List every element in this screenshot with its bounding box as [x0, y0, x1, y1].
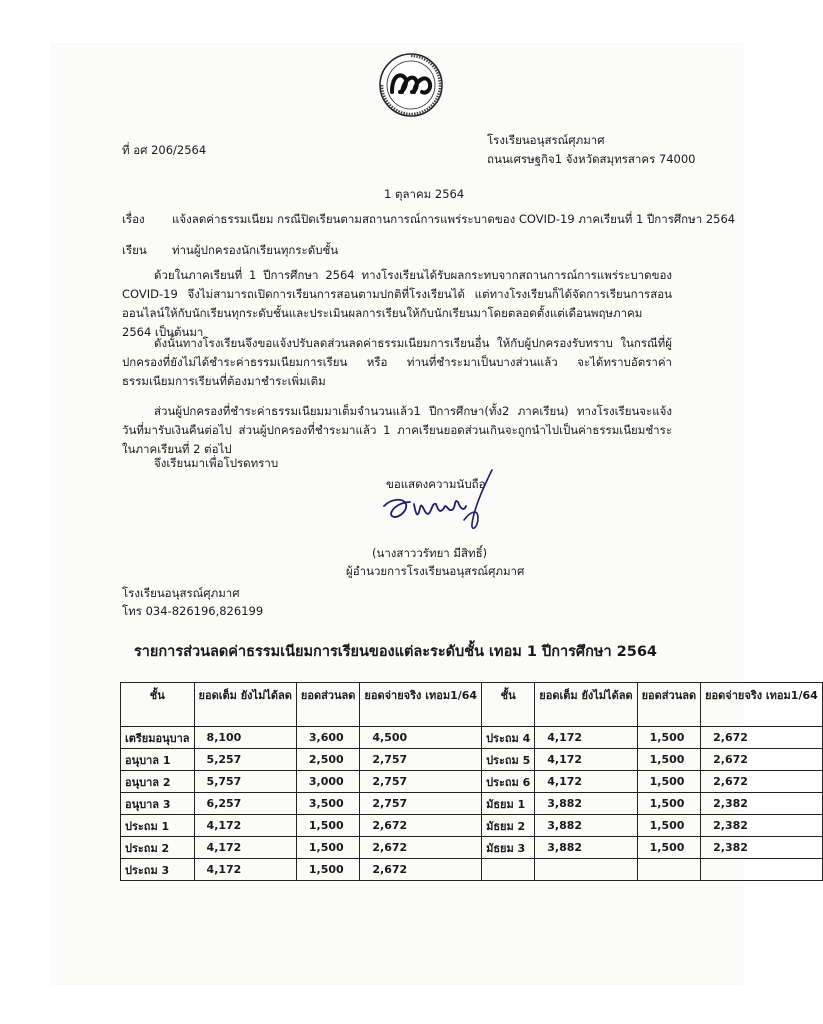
handwritten-signature [374, 468, 504, 548]
table-cell-amount: 4,172 [194, 815, 296, 837]
recipient-text: ท่านผู้ปกครองนักเรียนทุกระดับชั้น [172, 243, 339, 257]
table-cell-amount: 4,172 [194, 837, 296, 859]
table-cell-level: อนุบาล 2 [121, 771, 195, 793]
table-cell-amount: 4,172 [535, 749, 637, 771]
table-cell-level: อนุบาล 3 [121, 793, 195, 815]
school-seal-logo [378, 52, 444, 118]
table-cell-amount: 6,257 [194, 793, 296, 815]
table-cell-level: มัธยม 3 [482, 837, 535, 859]
table-cell-amount: 2,757 [360, 749, 482, 771]
body-paragraph-2-text: ดังนั้นทางโรงเรียนจึงขอแจ้งปรับลดส่วนลดค่าธรรมเนียมการเรียนอื่น ให้กับผู้ปกครองรับทราบ ในกรณีที่ผู้ปกครองที่ยังไม่ได้ชำระค่าธรรมเนียมการเรียน หรือ ท่านที่ชำระมาเป็นบางส่วนแล้ว จะได้ทราบอัตราค่าธรรมเนียมการเรียนที่ต้องมาชำระเพิ่มเติม [122, 336, 672, 388]
table-header-cell: ยอดจ่ายจริง เทอม1/64 [360, 683, 482, 727]
table-header-row [121, 683, 823, 727]
table-cell-level: ประถม 5 [482, 749, 535, 771]
table-cell-level: อนุบาล 1 [121, 749, 195, 771]
table-row [121, 815, 823, 837]
table-cell-amount: 1,500 [637, 793, 701, 815]
table-cell-amount: 5,757 [194, 771, 296, 793]
regards-text: ขอแสดงความนับถือ [386, 477, 486, 491]
reference-number: ที่ อศ 206/2564 [122, 143, 207, 157]
table-cell-amount: 5,257 [194, 749, 296, 771]
letter-date: 1 ตุลาคม 2564 [384, 187, 465, 201]
table-cell-amount: 8,100 [194, 727, 296, 749]
table-row [121, 727, 823, 749]
table-cell-amount: 4,172 [535, 771, 637, 793]
recipient-label: เรียน [122, 243, 147, 257]
table-header-cell: ยอดเต็ม ยังไม่ได้ลด [194, 683, 296, 727]
closing-line: จึงเรียนมาเพื่อโปรดทราบ [154, 456, 279, 470]
body-paragraph-1 [122, 266, 672, 342]
table-cell-amount: 3,882 [535, 837, 637, 859]
footer-phone: โทร 034-826196,826199 [122, 604, 264, 618]
table-cell-amount: 1,500 [637, 815, 701, 837]
table-header-cell: ยอดจ่ายจริง เทอม1/64 [701, 683, 823, 727]
table-cell-amount: 3,500 [296, 793, 360, 815]
table-row [121, 837, 823, 859]
table-header-cell: ชั้น [482, 683, 535, 727]
table-cell-amount: 1,500 [296, 815, 360, 837]
table-cell-amount: 1,500 [637, 837, 701, 859]
table-cell-amount: 4,172 [535, 727, 637, 749]
table-cell-amount: 2,672 [360, 859, 482, 881]
table-header-cell: ยอดเต็ม ยังไม่ได้ลด [535, 683, 637, 727]
table-cell-amount: 2,672 [701, 771, 823, 793]
table-cell-level: เตรียมอนุบาล [121, 727, 195, 749]
table-cell-amount: 2,382 [701, 837, 823, 859]
table-cell-amount: 2,500 [296, 749, 360, 771]
table-cell-amount: 2,757 [360, 771, 482, 793]
table-cell-level: มัธยม 2 [482, 815, 535, 837]
table-cell-amount: 2,382 [701, 793, 823, 815]
table-row [121, 749, 823, 771]
table-cell-level: ประถม 4 [482, 727, 535, 749]
subject-text: แจ้งลดค่าธรรมเนียม กรณีปิดเรียนตามสถานการณ์การแพร่ระบาดของ COVID-19 ภาคเรียนที่ 1 ปีการศึกษา 2564 [172, 212, 736, 226]
school-name-header: โรงเรียนอนุสรณ์ศุภมาศ [487, 133, 605, 147]
table-header-cell: ยอดส่วนลด [296, 683, 360, 727]
table-cell-amount: 1,500 [637, 727, 701, 749]
table-cell-amount: 1,500 [637, 771, 701, 793]
table-cell-amount: 3,882 [535, 793, 637, 815]
table-cell-amount: 4,172 [194, 859, 296, 881]
table-cell-level: ประถม 1 [121, 815, 195, 837]
table-cell-amount: 2,672 [701, 749, 823, 771]
table-cell-amount: 2,757 [360, 793, 482, 815]
table-cell-amount: 1,500 [296, 837, 360, 859]
table-cell-amount: 3,000 [296, 771, 360, 793]
table-cell-amount: 2,672 [701, 727, 823, 749]
table-cell-amount [637, 859, 701, 881]
body-paragraph-2 [122, 334, 672, 391]
table-title: รายการส่วนลดค่าธรรมเนียมการเรียนของแต่ละระดับชั้น เทอม 1 ปีการศึกษา 2564 [133, 644, 658, 660]
school-address: ถนนเศรษฐกิจ1 จังหวัดสมุทรสาคร 74000 [487, 152, 696, 166]
table-header-cell: ชั้น [121, 683, 195, 727]
table-row [121, 793, 823, 815]
table-cell-amount: 3,882 [535, 815, 637, 837]
body-paragraph-1-text: ด้วยในภาคเรียนที่ 1 ปีการศึกษา 2564 ทางโรงเรียนได้รับผลกระทบจากสถานการณ์การแพร่ระบาดของ COVID-19 จึงไม่สามารถเปิดการเรียนการสอนตามปกติที่โรงเรียนได้ แต่ทางโรงเรียนก็ได้จัดการเรียนการสอนออนไลน์ให้กับนักเรียนทุกระดับชั้นและประเมินผลการเรียนให้กับนักเรียนมาโดยตลอดตั้งแต่เดือนพฤษภาคม 2564 เป็นต้นมา [122, 268, 672, 339]
table-cell-level: ประถม 3 [121, 859, 195, 881]
table-header-cell: ยอดส่วนลด [637, 683, 701, 727]
signer-title: ผู้อำนวยการโรงเรียนอนุสรณ์ศุภมาศ [346, 564, 525, 578]
body-paragraph-3-text: ส่วนผู้ปกครองที่ชำระค่าธรรมเนียมมาเต็มจำนวนแล้ว1 ปีการศึกษา(ทั้ง2 ภาคเรียน) ทางโรงเรียนจะแจ้งวันที่มารับเงินคืนต่อไป ส่วนผู้ปกครองที่ชำระมาแล้ว 1 ภาคเรียนยอดส่วนเกินจะถูกนำไปเป็นค่าธรรมเนียมชำระในภาคเรียนที่ 2 ต่อไป [122, 404, 672, 456]
table-cell-amount: 1,500 [637, 749, 701, 771]
table-cell-amount [535, 859, 637, 881]
footer-school-name: โรงเรียนอนุสรณ์ศุภมาศ [122, 586, 240, 600]
table-row [121, 859, 823, 881]
table-cell-amount: 1,500 [296, 859, 360, 881]
table-cell-amount: 2,672 [360, 815, 482, 837]
table-cell-level: ประถม 6 [482, 771, 535, 793]
fee-discount-table [120, 682, 823, 881]
table-cell-level: ประถม 2 [121, 837, 195, 859]
table-cell-level: มัธยม 1 [482, 793, 535, 815]
table-cell-amount: 2,382 [701, 815, 823, 837]
table-cell-amount: 3,600 [296, 727, 360, 749]
table-cell-amount: 2,672 [360, 837, 482, 859]
table-cell-amount: 4,500 [360, 727, 482, 749]
signer-name: (นางสาววรัทยา มีสิทธิ์) [372, 546, 488, 560]
body-paragraph-3 [122, 402, 672, 459]
table-cell-level [482, 859, 535, 881]
subject-label: เรื่อง [122, 212, 145, 226]
table-cell-amount [701, 859, 823, 881]
table-row [121, 771, 823, 793]
